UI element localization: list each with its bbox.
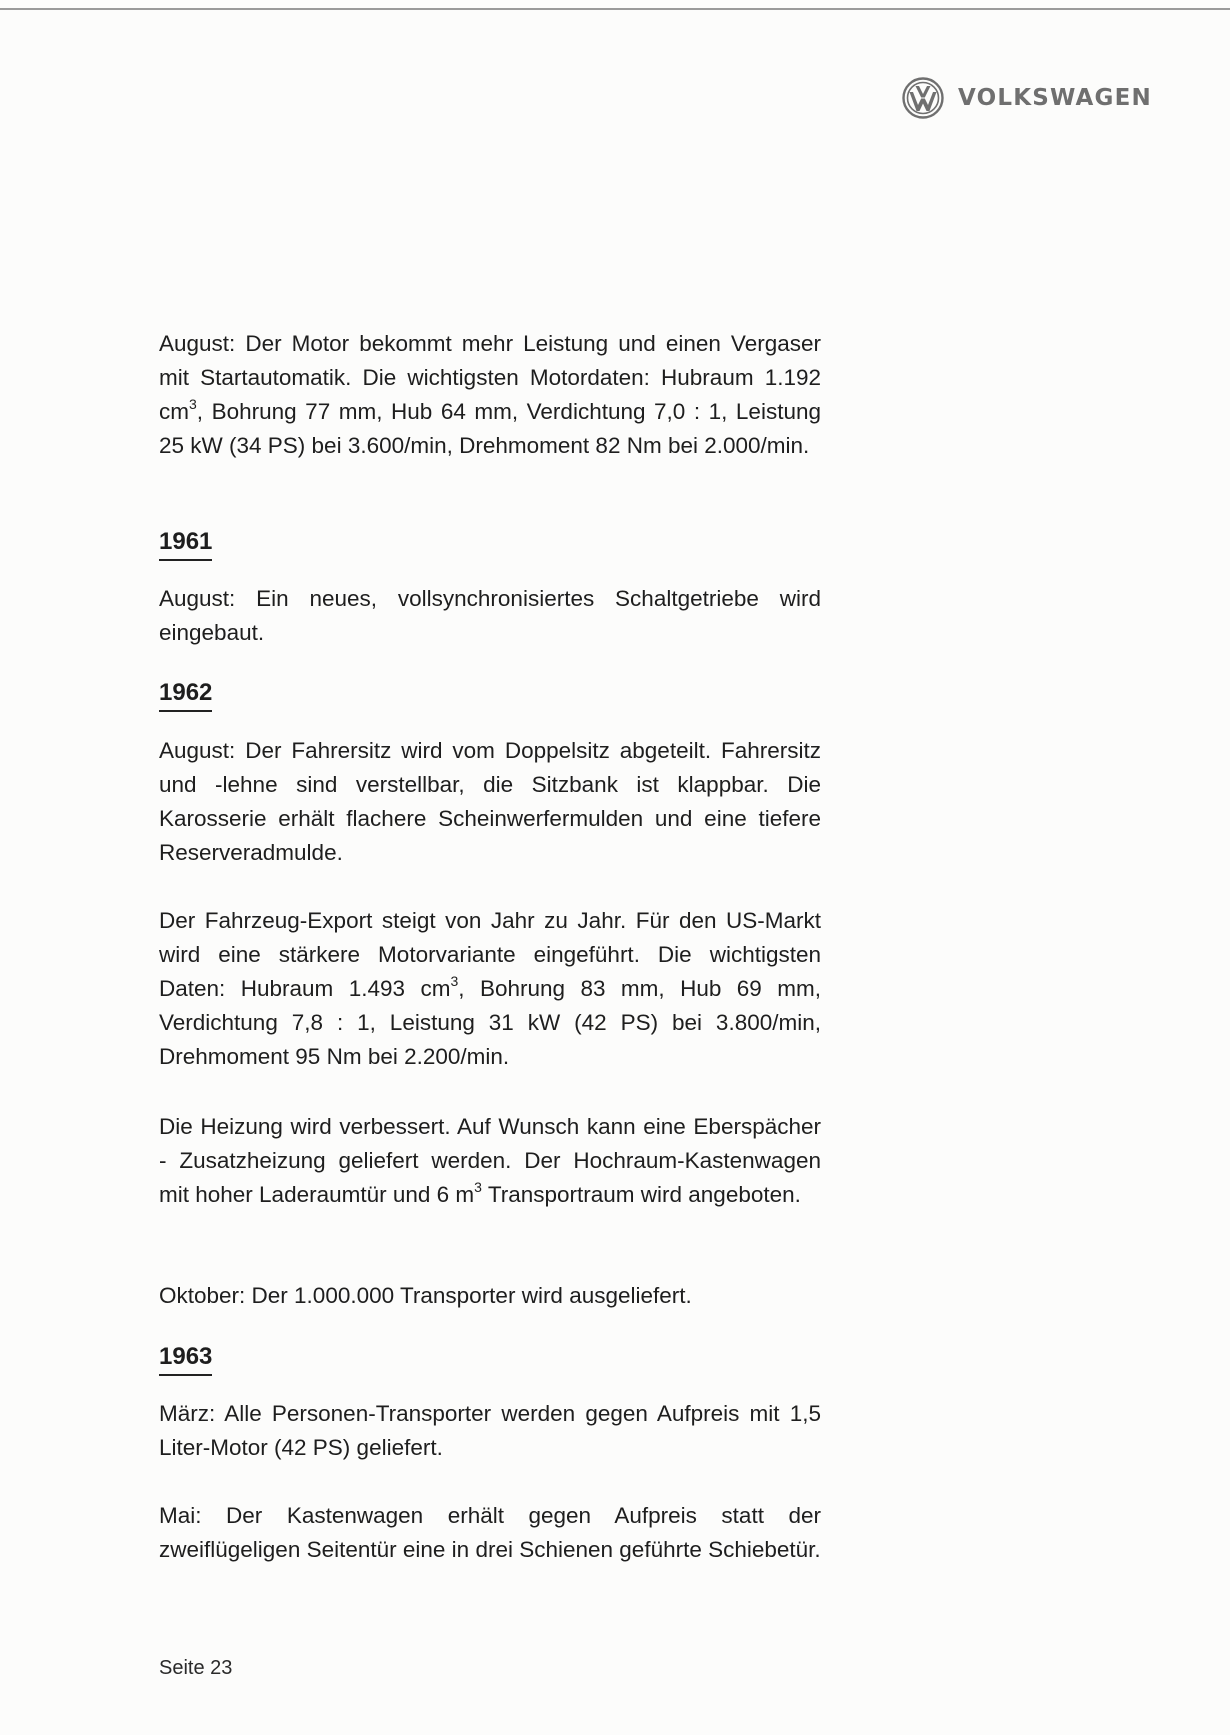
paragraph-schaltgetriebe: August: Ein neues, vollsynchronisiertes Schaltgetriebe wird eingebaut. (159, 586, 821, 645)
paragraph-export: Der Fahrzeug-Export steigt von Jahr zu Jahr. Für den US-Markt wird eine stärkere Motorvariante eingeführt. Die wichtigsten Daten: Hubraum 1.493 $cm^3$, Bohrung 83 mm, Hub 69 mm, Verdichtung 7,8 : 1, Leistung 31 kW (42 PS) bei 3.800/min, Drehmoment 95 Nm bei 2.200/min. (159, 908, 821, 1069)
brand-logo (902, 77, 1152, 119)
year-heading-1963: 1963 (159, 1342, 212, 1376)
top-rule (0, 8, 1230, 10)
paragraph-fahrersitz: August: Der Fahrersitz wird vom Doppelsitz abgeteilt. Fahrersitz und -lehne sind verstellbar, die Sitzbank ist klappbar. Die Karosserie erhält flachere Scheinwerfermulden und eine tiefere Reserveradmulde. (159, 738, 821, 865)
paragraph-oktober: Oktober: Der 1.000.000 Transporter wird ausgeliefert. (159, 1283, 692, 1308)
brand-name: VOLKSWAGEN (958, 85, 1152, 111)
vw-logo-icon (902, 77, 944, 119)
paragraph-motor-1960: August: Der Motor bekommt mehr Leistung und einen Vergaser mit Startautomatik. Die wichtigsten Motordaten: Hubraum 1.192 $cm^3$, Bohrung 77 mm, Hub 64 mm, Verdichtung 7,0 : 1, Leistung 25 kW (34 PS) bei 3.600/min, Drehmoment 82 Nm bei 2.000/min. (159, 331, 821, 458)
paragraph-maerz: März: Alle Personen-Transporter werden gegen Aufpreis mit 1,5 Liter-Motor (42 PS) geliefert. (159, 1401, 821, 1460)
page-number: Seite 23 (159, 1657, 233, 1679)
year-heading-1962: 1962 (159, 678, 212, 712)
paragraph-mai: Mai: Der Kastenwagen erhält gegen Aufpreis statt der zweiflügeligen Seitentür eine in drei Schienen geführte Schiebetür. (159, 1503, 821, 1562)
paragraph-heizung: Die Heizung wird verbessert. Auf Wunsch kann eine Eberspächer - Zusatzheizung geliefert werden. Der Hochraum-Kastenwagen mit hoher Laderaumtür und 6 $m^3$ Transportraum wird angeboten. (159, 1114, 821, 1207)
year-heading-1961: 1961 (159, 527, 212, 561)
